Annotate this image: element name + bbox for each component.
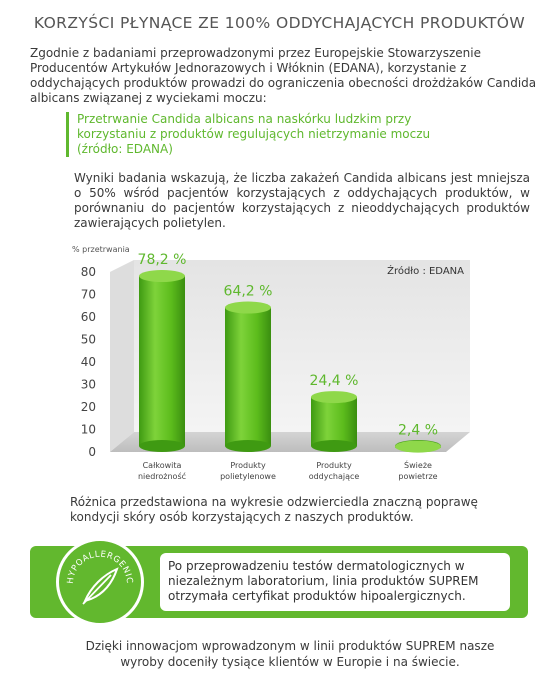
bar: [139, 276, 185, 446]
y-tick-label: 50: [80, 332, 96, 347]
bar: [311, 397, 357, 446]
category-label: [220, 461, 276, 481]
badge-text: HYPOALLERGENIC: [65, 549, 135, 585]
y-tick-label: 20: [80, 400, 96, 414]
chart-caption-note: Przetrwanie Candida albicans na naskórku ludzkim przy korzystaniu z produktów regulujących nietrzymanie moczu (źródło: EDANA): [66, 112, 457, 157]
y-tick-label: 0: [88, 445, 96, 459]
category-label: [309, 461, 360, 481]
intro-paragraph: Zgodnie z badaniami przeprowadzonymi przez Europejskie Stowarzyszenie Producentów Artykułów Jednorazowych i Włóknin (EDANA), korzystanie z oddychających produktów prowadzi do ograniczenia obecności drożdżaków Candida albicans związanej z wyciekami moczu:: [30, 46, 537, 105]
chart-side-wall: [110, 260, 134, 452]
value-label: 2,4 %: [397, 422, 439, 439]
results-paragraph: Wyniki badania wskazują, że liczba zakażeń Candida albicans jest mniejsza o 50% wśród pacjentów korzystających z oddychających produktów, w porównaniu do pacjentów korzystających z nieoddychających produktów zawierających polietylen.: [74, 171, 530, 230]
y-tick-label: 10: [80, 422, 96, 437]
summary-paragraph: Różnica przedstawiona na wykresie odzwierciedla znaczną poprawę kondycji skóry osób korzystających z naszych produktów.: [70, 495, 478, 524]
hypoallergenic-badge-svg: [59, 541, 141, 623]
feather-icon: [83, 569, 117, 604]
value-label: 78,2 %: [137, 252, 187, 269]
value-label: 24,4 %: [309, 373, 359, 390]
y-tick-label: 30: [80, 377, 96, 392]
survival-chart: [64, 236, 504, 496]
category-label-line: powietrze: [398, 472, 438, 481]
chart-source-label: Źródło : EDANA: [387, 266, 464, 277]
hypoallergenic-badge: [56, 538, 144, 626]
survival-chart-svg: [64, 236, 504, 496]
category-label-line: Produkty: [230, 461, 266, 470]
y-tick-label: 60: [80, 310, 96, 324]
y-tick-label: 80: [80, 265, 96, 279]
category-label-line: Świeże: [404, 461, 432, 470]
bar: [225, 308, 271, 446]
y-axis-label: % przetrwania: [72, 245, 130, 254]
bar-top: [395, 441, 441, 453]
page-title: KORZYŚCI PŁYNĄCE ZE 100% ODDYCHAJĄCYCH PRODUKTÓW: [33, 14, 526, 32]
closing-paragraph: Dzięki innowacjom wprowadzonym w linii produktów SUPREM nasze wyroby doceniły tysiące klientów w Europie i na świecie.: [85, 639, 495, 669]
category-label-line: polietylenowe: [220, 472, 276, 481]
category-label: [398, 459, 437, 481]
category-label-line: niedrożność: [137, 472, 187, 481]
y-tick-label: 70: [80, 287, 96, 302]
category-label-line: Produkty: [316, 461, 352, 470]
bar-base: [311, 440, 357, 452]
bar-base: [225, 440, 271, 452]
bar-top: [225, 302, 271, 314]
bar-top: [139, 270, 185, 282]
bar-top: [311, 391, 357, 403]
y-tick-label: 40: [80, 355, 96, 369]
category-label-line: oddychające: [308, 472, 360, 481]
value-label: 64,2 %: [223, 283, 273, 300]
certificate-text: Po przeprowadzeniu testów dermatologicznych w niezależnym laboratorium, linia produktów SUPREM otrzymała certyfikat produktów hipoalergicznych.: [168, 559, 479, 603]
bar-base: [139, 440, 185, 452]
category-label: [138, 461, 186, 481]
category-label-line: Całkowita: [142, 461, 182, 470]
